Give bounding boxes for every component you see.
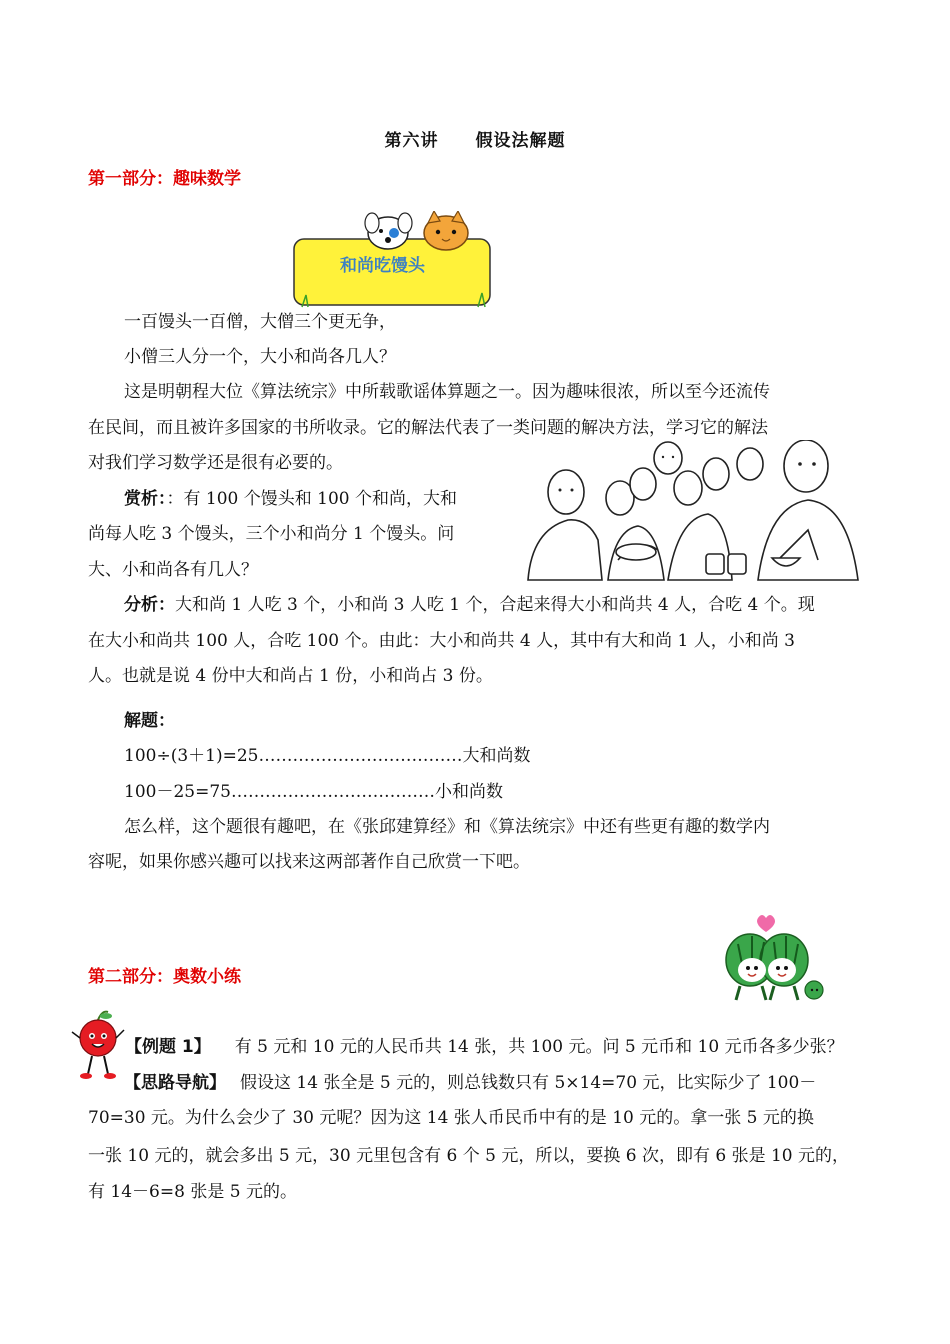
appreciate-line-1 (124, 489, 457, 509)
guide-text-1: 假设这 14 张全是 5 元的，则总钱数只有 5×14=70 元，比实际少了 100－ (240, 1073, 817, 1093)
banner-illustration (288, 211, 494, 309)
section-heading-1: 第一部分：趣味数学 (88, 169, 241, 189)
example-text: 有 5 元和 10 元的人民币共 14 张，共 100 元。问 5 元币和 10 元币各多少张？ (234, 1037, 844, 1057)
melon-friends-illustration (718, 914, 828, 1004)
closing-line-2: 容呢，如果你感兴趣可以找来这两部著作自己欣赏一下吧。 (88, 852, 530, 872)
analysis-text-1: 大和尚 1 人吃 3 个，小和尚 3 人吃 1 个，合起来得大小和尚共 4 人，合吃 4 个。现 (175, 595, 815, 615)
appreciate-text-1: ：有 100 个馒头和 100 个和尚，大和 (166, 489, 458, 509)
solve-step-2: 100－25=75………………………………小和尚数 (124, 782, 503, 802)
poem-line-2: 小僧三人分一个，大小和尚各几人？ (124, 347, 396, 367)
intro-line-3: 对我们学习数学还是很有必要的。 (88, 453, 343, 473)
solve-step-1: 100÷(3＋1)=25………………………………大和尚数 (124, 746, 531, 766)
appreciate-line-2: 尚每人吃 3 个馒头，三个小和尚分 1 个馒头。问 (88, 524, 455, 544)
monks-illustration (518, 440, 868, 582)
section-heading-2: 第二部分：奥数小练 (88, 967, 241, 987)
analysis-label: 分析： (124, 595, 175, 615)
heart-icon (757, 915, 775, 932)
intro-line-1: 这是明朝程大位《算法统宗》中所载歌谣体算题之一。因为趣味很浓，所以至今还流传 (124, 382, 770, 402)
appreciate-line-3: 大、小和尚各有几人？ (88, 560, 258, 580)
poem-line-1: 一百馒头一百僧，大僧三个更无争， (124, 312, 396, 332)
guide-line-1 (124, 1073, 816, 1093)
guide-line-2: 70=30 元。为什么会少了 30 元呢？因为这 14 张人币民币中有的是 10 元的。拿一张 5 元的换 (88, 1108, 814, 1128)
closing-line-1: 怎么样，这个题很有趣吧，在《张邱建算经》和《算法统宗》中还有些更有趣的数学内 (124, 817, 770, 837)
analysis-line-2: 在大小和尚共 100 人，合吃 100 个。由此：大小和尚共 4 人，其中有大和尚 1 人，小和尚 3 (88, 631, 795, 651)
guide-line-3: 一张 10 元的，就会多出 5 元，30 元里包含有 6 个 5 元，所以，要换 6 次，即有 6 张是 10 元的， (88, 1146, 850, 1166)
example-1 (125, 1037, 844, 1057)
appreciate-label: 赏析： (124, 489, 167, 509)
guide-line-4: 有 14－6=8 张是 5 元的。 (88, 1182, 297, 1202)
example-label: 【例题 1】 (125, 1037, 211, 1057)
analysis-line-1 (124, 595, 815, 615)
guide-label: 【思路导航】 (124, 1073, 226, 1093)
page-title: 第六讲 假设法解题 (384, 131, 566, 151)
solve-label: 解题： (124, 711, 175, 731)
apple-mascot-icon (70, 1010, 126, 1082)
intro-line-2: 在民间，而且被许多国家的书所收录。它的解法代表了一类问题的解决方法，学习它的解法 (88, 418, 768, 438)
analysis-line-3: 人。也就是说 4 份中大和尚占 1 份，小和尚占 3 份。 (88, 666, 493, 686)
banner-label: 和尚吃馒头 (340, 256, 425, 276)
